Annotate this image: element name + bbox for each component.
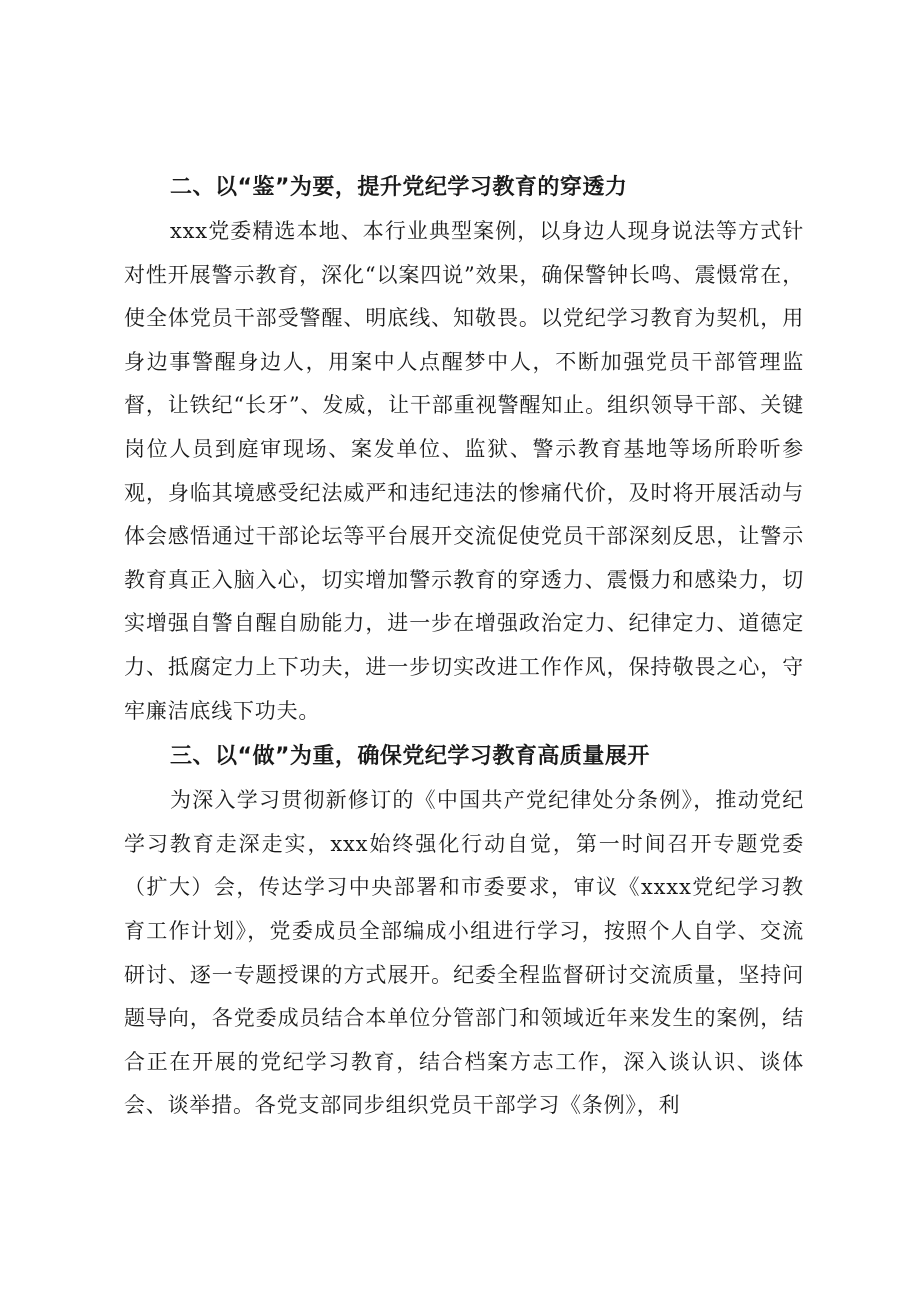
section-paragraph-3: 为深入学习贯彻新修订的《中国共产党纪律处分条例》，推动党纪学习教育走深走实，xxx始终强化行动自觉，第一时间召开专题党委（扩大）会，传达学习中央部署和市委要求，审议《xxxx党纪学习教育工作计划》，党委成员全部编成小组进行学习，按照个人自学、交流研讨、逐一专题授课的方式展开。纪委全程监督研讨交流质量，坚持问题导向，各党委成员结合本单位分管部门和领域近年来发生的案例，结合正在开展的党纪学习教育，结合档案方志工作，深入谈认识、谈体会、谈举措。各党支部同步组织党员干部学习《条例》，利 (124, 788, 804, 1118)
section-heading-3: 三、以“做”为重，确保党纪学习教育高质量展开 (170, 744, 650, 770)
section-paragraph-2: xxx党委精选本地、本行业典型案例，以身边人现身说法等方式针对性开展警示教育，深化“以案四说”效果，确保警钟长鸣、震慑常在，使全体党员干部受警醒、明底线、知敬畏。以党纪学习教育为契机，用身边事警醒身边人，用案中人点醒梦中人，不断加强党员干部管理监督，让铁纪“长牙”、发威，让干部重视警醒知止。组织领导干部、关键岗位人员到庭审现场、案发单位、监狱、警示教育基地等场所聆听参观，身临其境感受纪法威严和违纪违法的惨痛代价，及时将开展活动与体会感悟通过干部论坛等平台展开交流促使党员干部深刻反思，让警示教育真正入脑入心，切实增加警示教育的穿透力、震慑力和感染力，切实增强自警自醒自励能力，进一步在增强政治定力、纪律定力、道德定力、抵腐定力上下功夫，进一步切实改进工作作风，保持敬畏之心，守牢廉洁底线下功夫。 (124, 219, 804, 723)
document-body (124, 166, 804, 1128)
section-heading-2: 二、以“鉴”为要，提升党纪学习教育的穿透力 (170, 175, 628, 200)
